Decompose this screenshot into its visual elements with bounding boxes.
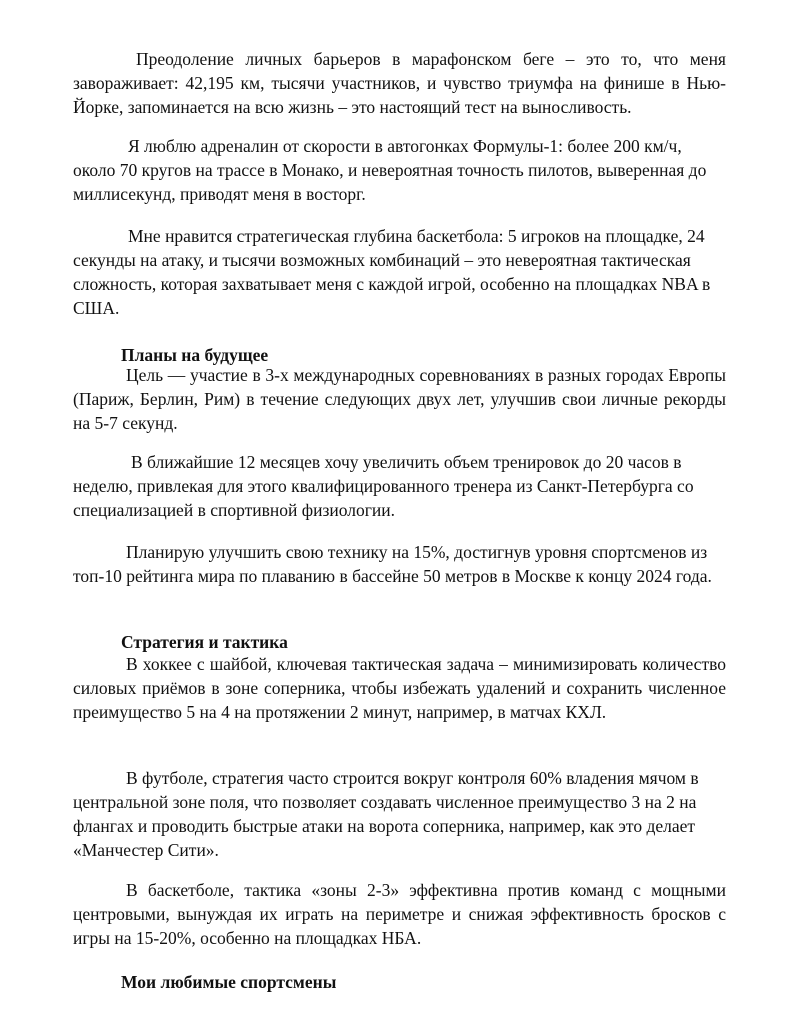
strategy-paragraph-hockey: В хоккее с шайбой, ключевая тактическая задача – минимизировать количество силовых приёмов в зоне соперника, чтобы избежать удалений и сохранить численное преимущество 5 на 4 на протяжении 2 минут, например, в матчах КХЛ. [73,654,726,722]
plans-paragraph-competitions: Цель — участие в 3-х международных соревнованиях в разных городах Европы (Париж, Берлин, Рим) в течение следующих двух лет, улучшив свои личные рекорды на 5-7 секунд. [73,365,726,433]
intro-paragraph-formula1: Я люблю адреналин от скорости в автогонках Формулы-1: более 200 км/ч, около 70 кругов на трассе в Монако, и невероятная точность пилотов, выверенная до миллисекунд, приводят меня в восторг. [73,136,707,204]
section-heading-athletes: Мои любимые спортсмены [121,972,337,992]
intro-paragraph-marathon: Преодоление личных барьеров в марафонском беге – это то, что меня завораживает: 42,195 км, тысячи участников, и чувство триумфа на финише в Нью-Йорке, запоминается на всю жизнь – это настоящий тест на выносливость. [73,49,726,117]
intro-paragraph-basketball: Мне нравится стратегическая глубина баскетбола: 5 игроков на площадке, 24 секунды на атаку, и тысячи возможных комбинаций – это невероятная тактическая сложность, которая захватывает меня с каждой игрой, особенно на площадках NBA в США. [73,226,711,318]
strategy-paragraph-football: В футболе, стратегия часто строится вокруг контроля 60% владения мячом в центральной зоне поля, что позволяет создавать численное преимущество 3 на 2 на флангах и проводить быстрые атаки на ворота соперника, например, как это делает «Манчестер Сити». [73,768,699,860]
strategy-paragraph-basketball: В баскетболе, тактика «зоны 2-3» эффективна против команд с мощными центровыми, вынуждая их играть на периметре и снижая эффективность бросков с игры на 15-20%, особенно на площадках НБА. [73,880,726,948]
section-heading-plans: Планы на будущее [121,345,269,365]
plans-paragraph-training: В ближайшие 12 месяцев хочу увеличить объем тренировок до 20 часов в неделю, привлекая для этого квалифицированного тренера из Санкт-Петербурга со специализацией в спортивной физиологии. [73,452,694,520]
section-heading-strategy: Стратегия и тактика [121,632,288,652]
plans-paragraph-swimming: Планирую улучшить свою технику на 15%, достигнув уровня спортсменов из топ-10 рейтинга мира по плаванию в бассейне 50 метров в Москве к концу 2024 года. [73,542,712,586]
